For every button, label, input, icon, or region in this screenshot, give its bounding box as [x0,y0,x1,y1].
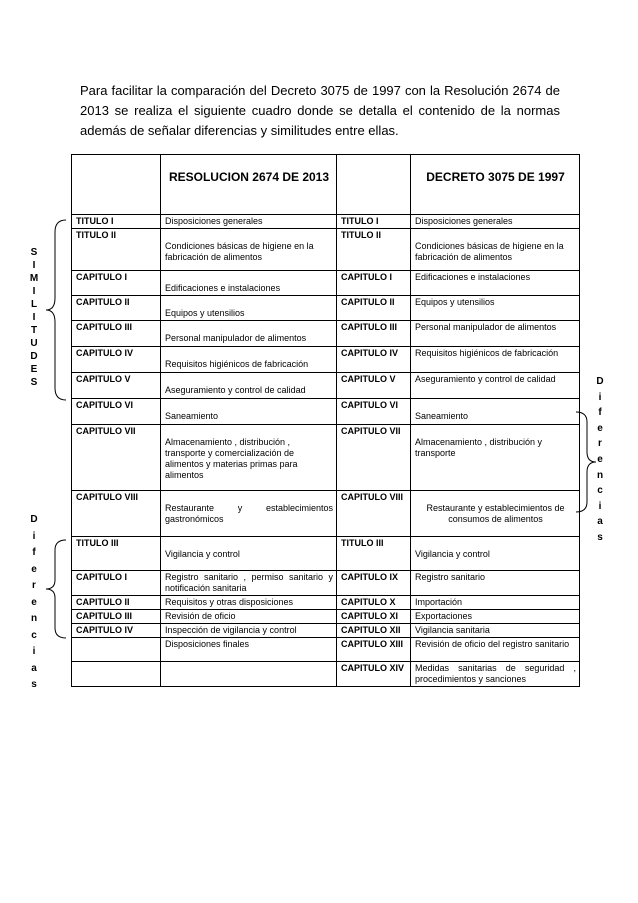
letter: i [598,391,602,403]
letter: f [32,547,36,558]
dec-text: Disposiciones generales [411,215,580,229]
letter: i [32,530,36,542]
res-text: Disposiciones finales [161,638,337,662]
letter: E [30,364,38,375]
dec-text: Importación [411,596,580,610]
table-row [72,596,580,610]
letter: M [29,273,39,284]
letter: S [30,247,38,258]
letter: I [32,312,36,323]
res-label: TITULO II [72,229,161,271]
similitudes-brace [44,218,68,402]
table-row [72,229,580,271]
dec-label: CAPITULO XIV [337,662,411,687]
res-text: Condiciones básicas de higiene en la fabricación de alimentos [161,229,337,271]
dec-label: CAPITULO III [337,321,411,347]
res-text: Requisitos y otras disposiciones [161,596,337,610]
letter: s [31,679,37,690]
dec-label: CAPITULO VIII [337,491,411,537]
letter: e [31,563,37,575]
res-label: CAPITULO VIII [72,491,161,537]
letter: a [597,516,603,528]
letter: r [598,438,602,450]
dec-label: CAPITULO XIII [337,638,411,662]
letter: e [597,453,603,465]
table-row [72,399,580,425]
table-row [72,215,580,229]
res-text: Aseguramiento y control de calidad [161,373,337,399]
res-text: Edificaciones e instalaciones [161,271,337,296]
similitudes-label [28,246,40,389]
dec-label: CAPITULO II [337,296,411,321]
table-row [72,425,580,491]
dec-text: Exportaciones [411,610,580,624]
res-label: CAPITULO III [72,321,161,347]
table-row [72,321,580,347]
res-text: Revisión de oficio [161,610,337,624]
dec-label: CAPITULO IX [337,571,411,596]
letter: I [32,286,36,297]
dec-label: CAPITULO VI [337,399,411,425]
letter: U [30,338,38,349]
letter: e [597,422,603,434]
res-text: Vigilancia y control [161,537,337,571]
dec-label: CAPITULO V [337,373,411,399]
res-text: Saneamiento [161,399,337,425]
dec-text: Vigilancia y control [411,537,580,571]
letter: I [32,260,36,271]
table-row [72,638,580,662]
res-text: Disposiciones generales [161,215,337,229]
res-text: Inspección de vigilancia y control [161,624,337,638]
table-row [72,662,580,687]
table-row [72,624,580,638]
res-label: CAPITULO I [72,271,161,296]
res-label: CAPITULO II [72,596,161,610]
res-label: CAPITULO III [72,610,161,624]
res-text [161,662,337,687]
header-resolucion: RESOLUCION 2674 DE 2013 [161,155,337,215]
res-label: CAPITULO II [72,296,161,321]
header-empty-right [337,155,411,215]
letter: T [30,325,38,336]
letter: r [32,580,36,591]
table-row [72,571,580,596]
dec-label: CAPITULO VII [337,425,411,491]
dec-label: TITULO I [337,215,411,229]
res-text: Almacenamiento , distribución , transporte y comercialización de alimentos y materias primas para alimentos [161,425,337,491]
dec-label: TITULO II [337,229,411,271]
letter: D [30,514,38,525]
dec-text: Condiciones básicas de higiene en la fabricación de alimentos [411,229,580,271]
dec-text: Restaurante y establecimientos de consumos de alimentos [411,491,580,537]
dec-label: CAPITULO X [337,596,411,610]
res-text: Personal manipulador de alimentos [161,321,337,347]
letter: s [597,531,603,543]
diferencias-left-brace [44,538,68,640]
dec-label: TITULO III [337,537,411,571]
table-row [72,271,580,296]
dec-label: CAPITULO I [337,271,411,296]
letter: c [597,485,603,497]
dec-text: Requisitos higiénicos de fabricación [411,347,580,373]
letter: i [32,646,36,657]
table-row [72,373,580,399]
res-label: CAPITULO VI [72,399,161,425]
table-row [72,491,580,537]
dec-label: CAPITULO XI [337,610,411,624]
dec-text: Vigilancia sanitaria [411,624,580,638]
res-label: CAPITULO IV [72,347,161,373]
header-empty-left [72,155,161,215]
table-row [72,537,580,571]
dec-text: Edificaciones e instalaciones [411,271,580,296]
comparison-table [71,154,580,687]
dec-text: Aseguramiento y control de calidad [411,373,580,399]
letter: D [596,376,604,387]
header-decreto: DECRETO 3075 DE 1997 [411,155,580,215]
res-text: Requisitos higiénicos de fabricación [161,347,337,373]
table-header-row [72,155,580,215]
letter: L [30,299,38,310]
dec-text: Medidas sanitarias de seguridad , procedimientos y sanciones [411,662,580,687]
diferencias-right-label [594,374,606,546]
letter: f [598,407,602,419]
dec-text: Saneamiento [411,399,580,425]
letter: n [30,613,38,624]
res-label: CAPITULO IV [72,624,161,638]
res-text: Equipos y utensilios [161,296,337,321]
res-label [72,638,161,662]
table-row [72,296,580,321]
res-label: CAPITULO I [72,571,161,596]
intro-paragraph: Para facilitar la comparación del Decreto 3075 de 1997 con la Resolución 2674 de 2013 se realiza el siguiente cuadro donde se detalla el contenido de la normas además de señalar diferencias y similitudes entre ellas. [80,83,560,138]
dec-text: Equipos y utensilios [411,296,580,321]
table-row [72,610,580,624]
res-label: CAPITULO V [72,373,161,399]
dec-text: Revisión de oficio del registro sanitario [411,638,580,662]
letter: i [598,500,602,512]
res-label: TITULO III [72,537,161,571]
dec-label: CAPITULO XII [337,624,411,638]
res-text: Registro sanitario , permiso sanitario y notificación sanitaria [161,571,337,596]
letter: S [30,377,38,388]
dec-text: Personal manipulador de alimentos [411,321,580,347]
table-row [72,347,580,373]
letter: a [31,662,37,674]
dec-text: Almacenamiento , distribución y transporte [411,425,580,491]
letter: D [30,351,38,362]
diferencias-left-label [28,512,40,694]
letter: c [31,629,37,641]
dec-label: CAPITULO IV [337,347,411,373]
letter: n [596,469,604,481]
letter: e [31,596,37,608]
res-label: CAPITULO VII [72,425,161,491]
res-text: Restaurante y establecimientos gastronómicos [161,491,337,537]
res-label: TITULO I [72,215,161,229]
dec-text: Registro sanitario [411,571,580,596]
res-label [72,662,161,687]
